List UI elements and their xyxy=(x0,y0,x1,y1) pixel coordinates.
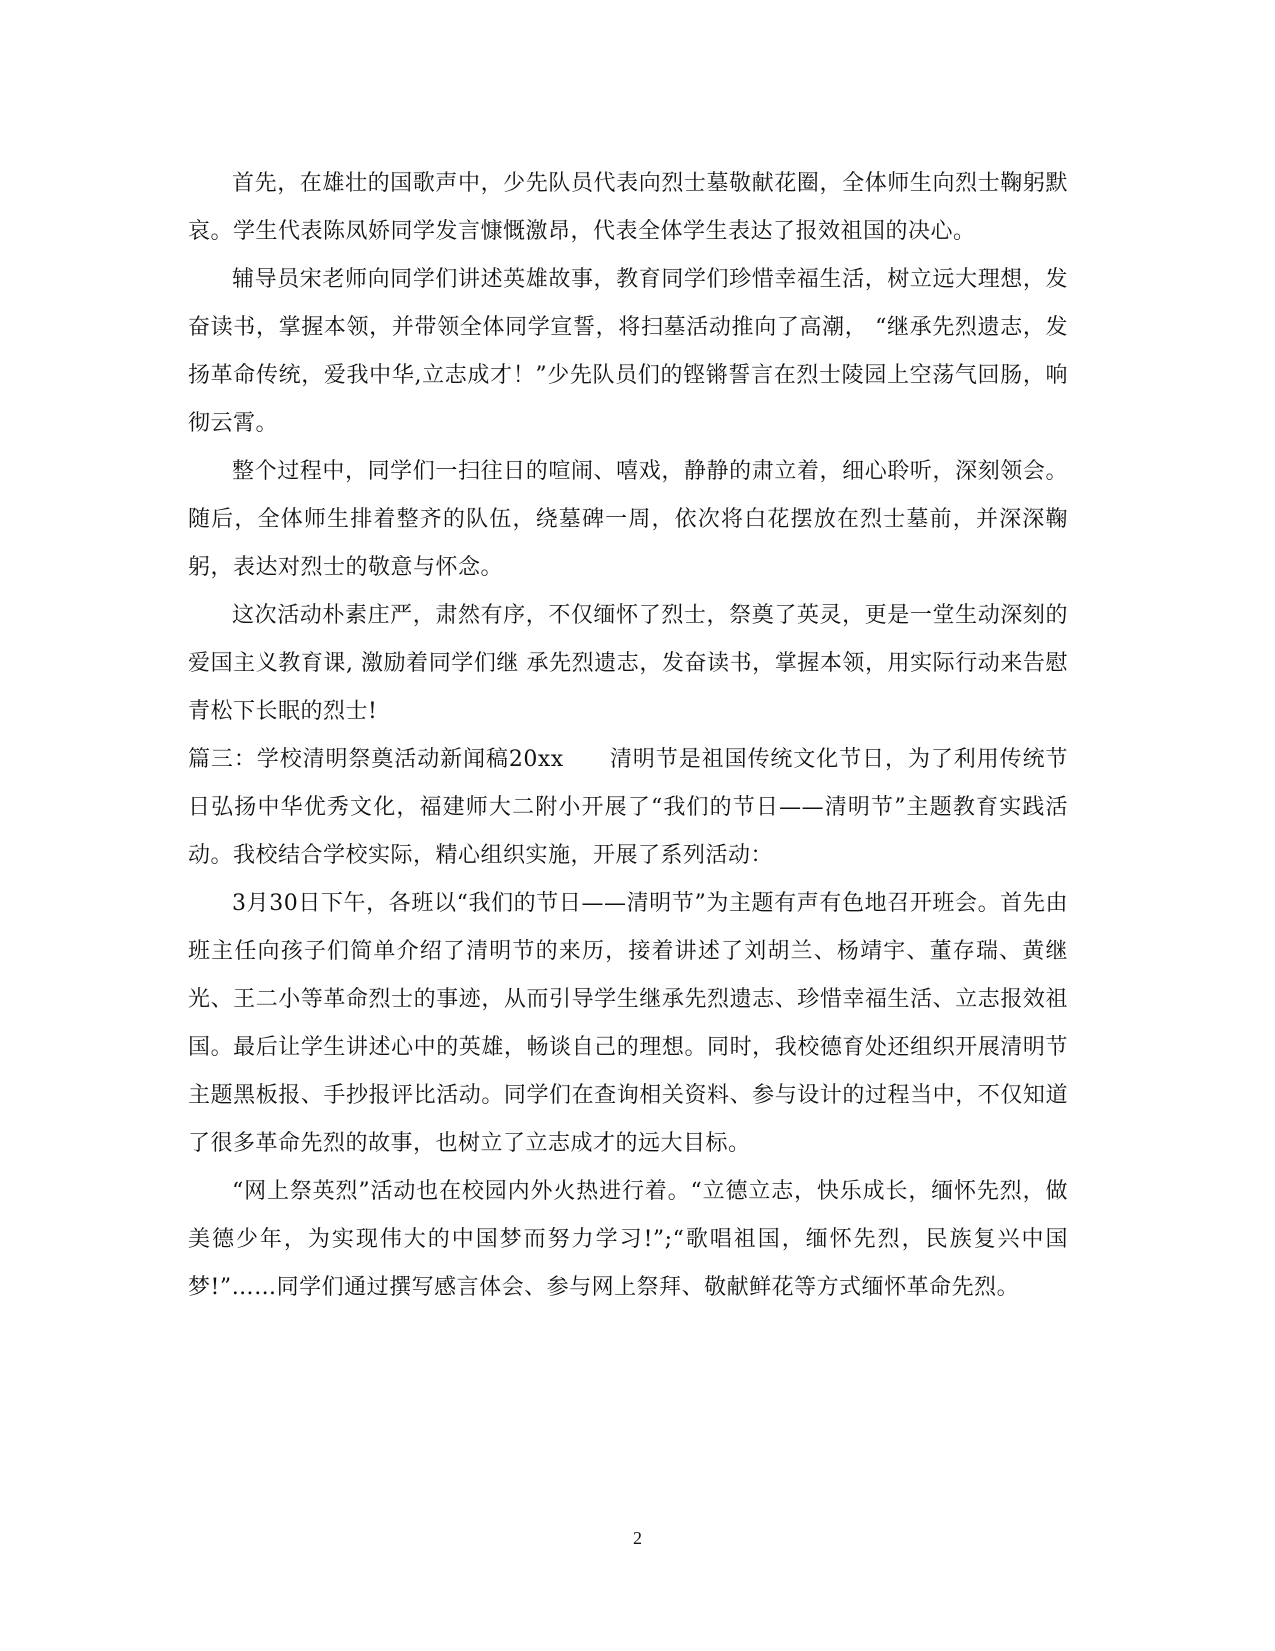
paragraph-article-three: 篇三：学校清明祭奠活动新闻稿20xx 清明节是祖国传统文化节日，为了利用传统节日弘扬中华优秀文化，福建师大二附小开展了“我们的节日——清明节”主题教育实践活动。我校结合学校实际，精心组织实施，开展了系列活动： xyxy=(188,747,1068,868)
document-body xyxy=(188,160,1068,1312)
paragraph-oath: 辅导员宋老师向同学们讲述英雄故事，教育同学们珍惜幸福生活，树立远大理想，发奋读书，掌握本领，并带领全体同学宣誓，将扫墓活动推向了高潮， “继承先烈遗志，发扬革命传统，爱我中华,立志成才！”少先队员们的铿锵誓言在烈士陵园上空荡气回肠，响彻云霄。 xyxy=(188,267,1068,436)
paragraph-summary: 这次活动朴素庄严，肃然有序，不仅缅怀了烈士，祭奠了英灵，更是一堂生动深刻的爱国主义教育课, 激励着同学们继 承先烈遗志，发奋读书，掌握本领，用实际行动来告慰青松下长眠的烈士! xyxy=(188,603,1068,724)
paragraph-ceremony: 整个过程中，同学们一扫往日的喧闹、嘻戏，静静的肃立着，细心聆听，深刻领会。随后，全体师生排着整齐的队伍，绕墓碑一周，依次将白花摆放在烈士墓前，并深深鞠躬，表达对烈士的敬意与怀念。 xyxy=(188,459,1068,580)
paragraph-tribute: 首先，在雄壮的国歌声中，少先队员代表向烈士墓敬献花圈，全体师生向烈士鞠躬默哀。学生代表陈凤娇同学发言慷慨激昂，代表全体学生表达了报效祖国的决心。 xyxy=(188,171,1068,244)
page-number: 2 xyxy=(633,1528,642,1548)
paragraph-class-meeting: 3月30日下午，各班以“我们的节日——清明节”为主题有声有色地召开班会。首先由班主任向孩子们简单介绍了清明节的来历，接着讲述了刘胡兰、杨靖宇、董存瑞、黄继光、王二小等革命烈士的事迹，从而引导学生继承先烈遗志、珍惜幸福生活、立志报效祖国。最后让学生讲述心中的英雄，畅谈自己的理想。同时，我校德育处还组织开展清明节主题黑板报、手抄报评比活动。同学们在查询相关资料、参与设计的过程当中，不仅知道了很多革命先烈的故事，也树立了立志成才的远大目标。 xyxy=(188,891,1068,1156)
paragraph-online-tribute: “网上祭英烈”活动也在校园内外火热进行着。“立德立志，快乐成长，缅怀先烈，做美德少年，为实现伟大的中国梦而努力学习!”;“歌唱祖国，缅怀先烈，民族复兴中国梦!”……同学们通过撰写感言体会、参与网上祭拜、敬献鲜花等方式缅怀革命先烈。 xyxy=(188,1179,1068,1300)
